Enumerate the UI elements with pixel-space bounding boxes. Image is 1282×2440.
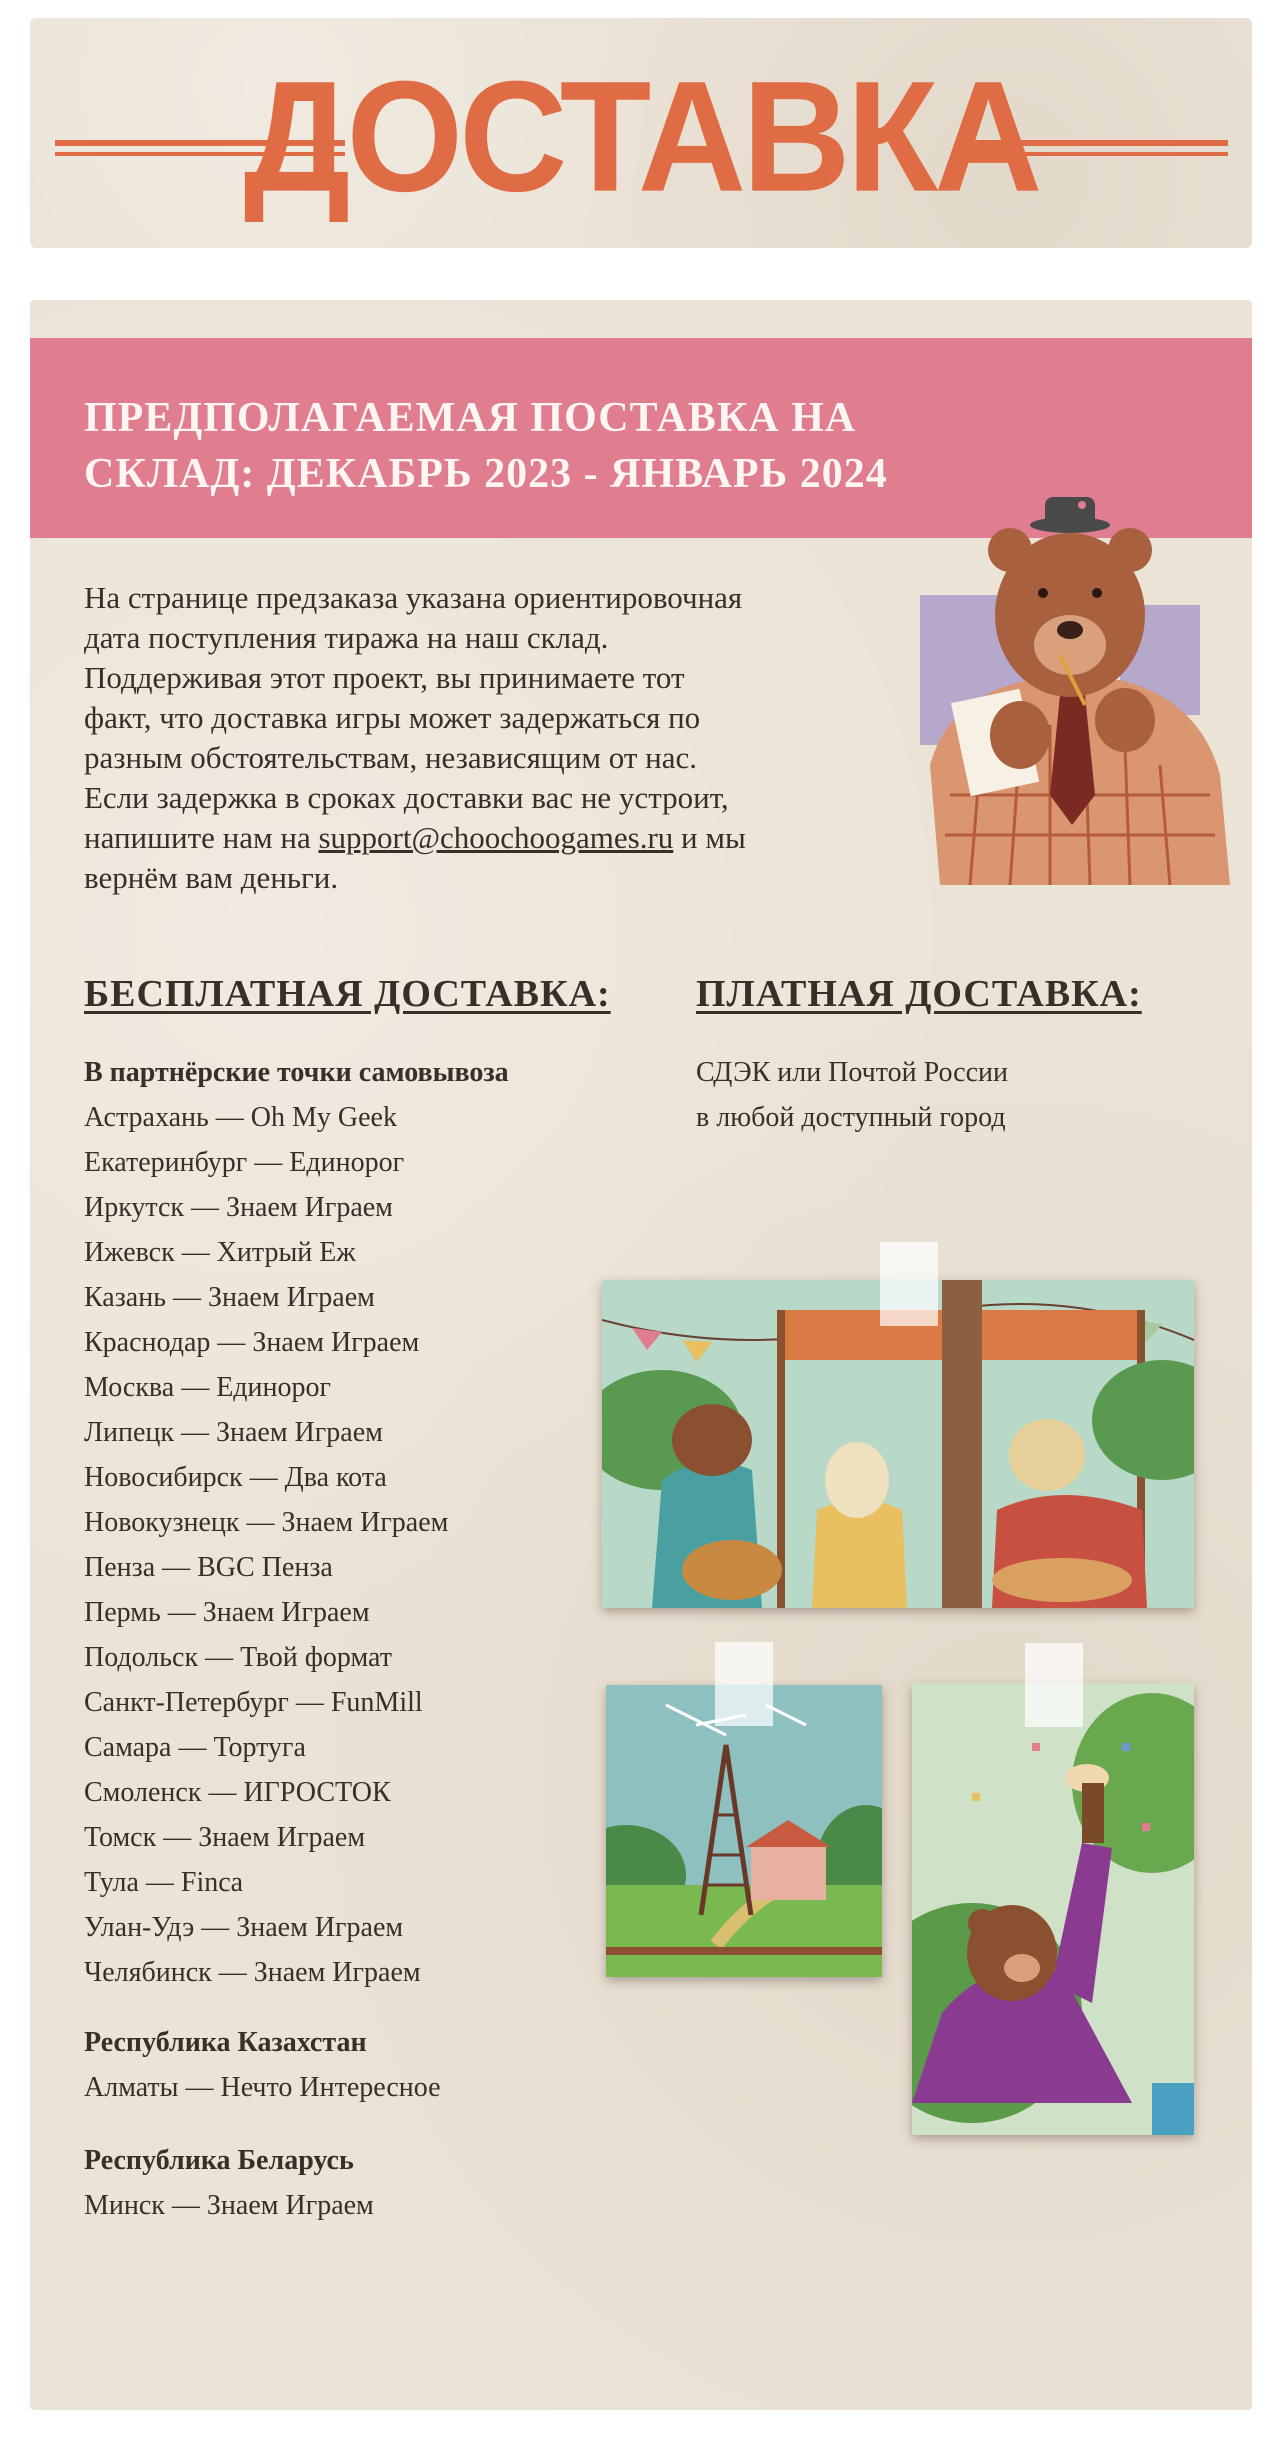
list-item: Новокузнецк — Знаем Играем bbox=[84, 1507, 449, 1538]
intro-text: напишите нам на bbox=[84, 820, 319, 855]
paid-delivery-text bbox=[696, 1050, 1008, 1140]
tape-strip bbox=[1025, 1643, 1083, 1727]
intro-line: вернём вам деньги. bbox=[84, 860, 339, 895]
kazakhstan-section bbox=[84, 2020, 441, 2110]
tape-strip bbox=[715, 1642, 773, 1726]
belarus-section bbox=[84, 2138, 374, 2228]
paid-delivery-heading: ПЛАТНАЯ ДОСТАВКА: bbox=[696, 973, 1142, 1015]
list-item: Астрахань — Oh My Geek bbox=[84, 1102, 397, 1133]
intro-line: факт, что доставка игры может задержаться по bbox=[84, 700, 701, 735]
tape-strip bbox=[880, 1242, 938, 1326]
paid-delivery-line: в любой доступный город bbox=[696, 1102, 1006, 1133]
list-item: Алматы — Нечто Интересное bbox=[84, 2072, 441, 2103]
bear-illustration bbox=[910, 465, 1240, 895]
intro-line: разным обстоятельствам, независящим от нас. bbox=[84, 740, 698, 775]
intro-line: На странице предзаказа указана ориентировочная bbox=[84, 580, 743, 615]
free-delivery-heading: БЕСПЛАТНАЯ ДОСТАВКА: bbox=[84, 973, 611, 1015]
list-item: Москва — Единорог bbox=[84, 1372, 332, 1403]
pickup-points-subheading: В партнёрские точки самовывоза bbox=[84, 1057, 509, 1088]
list-item: Санкт-Петербург — FunMill bbox=[84, 1687, 423, 1718]
paid-delivery-line: СДЭК или Почтой России bbox=[696, 1057, 1009, 1088]
tower-illustration bbox=[606, 1685, 882, 1977]
list-item: Липецк — Знаем Играем bbox=[84, 1417, 383, 1448]
list-item: Краснодар — Знаем Играем bbox=[84, 1327, 420, 1358]
list-item: Пенза — BGC Пенза bbox=[84, 1552, 333, 1583]
list-item: Казань — Знаем Играем bbox=[84, 1282, 375, 1313]
intro-line bbox=[84, 818, 884, 858]
list-item: Самара — Тортуга bbox=[84, 1732, 306, 1763]
pickup-points-list bbox=[84, 1050, 509, 1995]
list-item: Подольск — Твой формат bbox=[84, 1642, 392, 1673]
market-illustration bbox=[602, 1280, 1194, 1608]
header-banner bbox=[30, 18, 1252, 248]
list-item: Минск — Знаем Играем bbox=[84, 2190, 374, 2221]
belarus-heading: Республика Беларусь bbox=[84, 2145, 354, 2176]
list-item: Ижевск — Хитрый Еж bbox=[84, 1237, 356, 1268]
intro-text: и мы bbox=[673, 820, 746, 855]
list-item: Тула — Finca bbox=[84, 1867, 244, 1898]
list-item: Челябинск — Знаем Играем bbox=[84, 1957, 421, 1988]
page-title: ДОСТАВКА bbox=[243, 47, 1039, 225]
list-item: Улан-Удэ — Знаем Играем bbox=[84, 1912, 404, 1943]
delivery-date-title: ПРЕДПОЛАГАЕМАЯ ПОСТАВКА НА СКЛАД: ДЕКАБРЬ 2023 - ЯНВАРЬ 2024 bbox=[84, 395, 888, 497]
dancing-bear-illustration bbox=[912, 1683, 1194, 2135]
intro-line: дата поступления тиража на наш склад. bbox=[84, 620, 609, 655]
dancing-bear-art bbox=[912, 1683, 1194, 2135]
main-sheet bbox=[30, 300, 1252, 2410]
intro-paragraph bbox=[84, 578, 884, 898]
list-item: Пермь — Знаем Играем bbox=[84, 1597, 370, 1628]
list-item: Иркутск — Знаем Играем bbox=[84, 1192, 393, 1223]
kazakhstan-heading: Республика Казахстан bbox=[84, 2027, 367, 2058]
market-scene-art bbox=[602, 1280, 1194, 1608]
list-item: Екатеринбург — Единорог bbox=[84, 1147, 405, 1178]
intro-line: Если задержка в сроках доставки вас не устроит, bbox=[84, 780, 729, 815]
tower-scene-art bbox=[606, 1685, 882, 1977]
list-item: Томск — Знаем Играем bbox=[84, 1822, 366, 1853]
intro-line: Поддерживая этот проект, вы принимаете тот bbox=[84, 660, 685, 695]
list-item: Новосибирск — Два кота bbox=[84, 1462, 387, 1493]
list-item: Смоленск — ИГРОСТОК bbox=[84, 1777, 391, 1808]
support-email-link[interactable]: support@choochoogames.ru bbox=[318, 820, 674, 855]
